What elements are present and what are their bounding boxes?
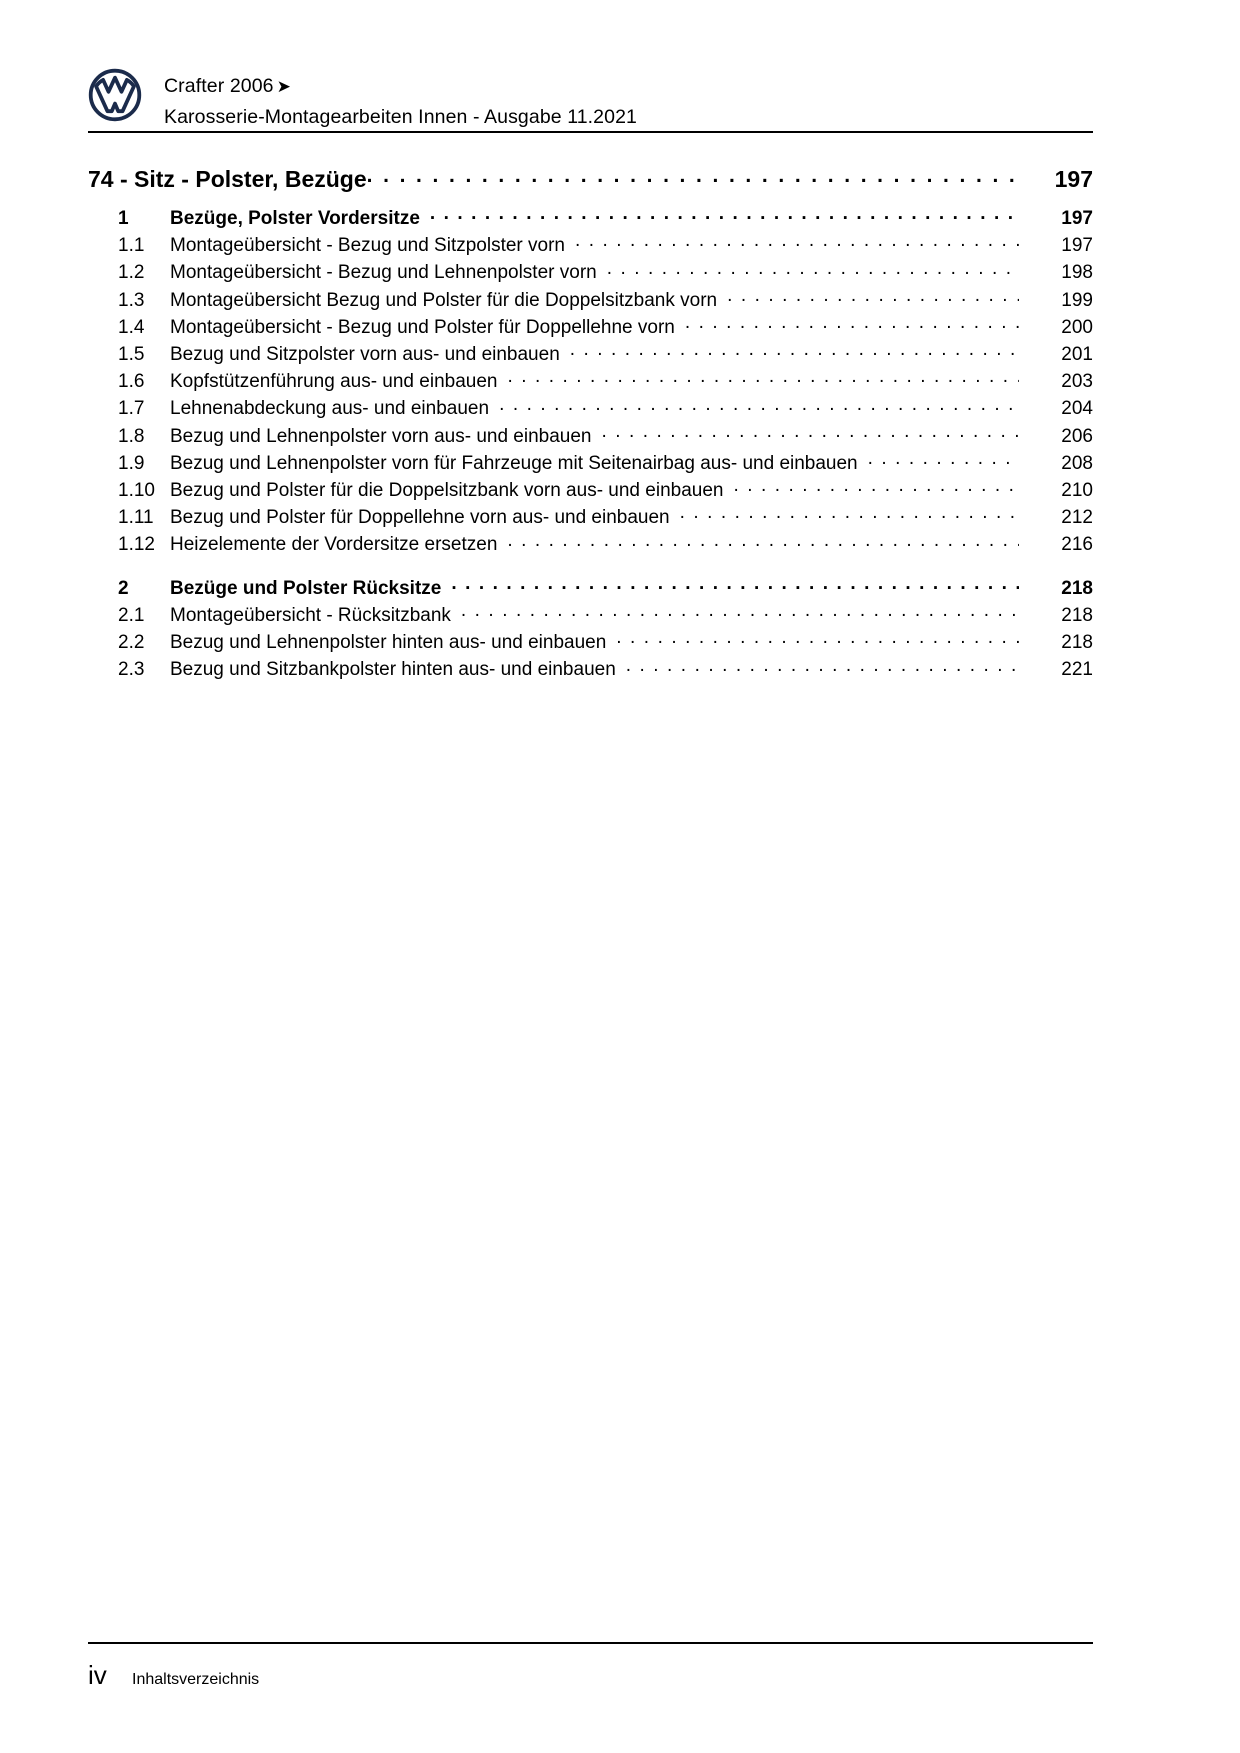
toc-entry-number: 1.10 bbox=[118, 480, 155, 502]
toc-leader-dots bbox=[685, 314, 1019, 333]
toc-entry[interactable] bbox=[88, 602, 1093, 629]
toc-entry-label: Bezug und Sitzbankpolster hinten aus- und einbauen bbox=[170, 659, 616, 681]
toc-entry-page-number: 212 bbox=[1061, 507, 1093, 529]
toc-entry-label: Bezüge, Polster Vordersitze bbox=[170, 208, 420, 229]
arrow-icon: ➤ bbox=[276, 77, 291, 96]
header-model-line bbox=[164, 71, 637, 102]
toc-leader-dots bbox=[733, 477, 1019, 496]
toc-leader-dots bbox=[507, 368, 1019, 387]
toc-entry-page-number: 201 bbox=[1061, 344, 1093, 366]
toc-entry-number: 1 bbox=[118, 208, 129, 229]
toc-entry-page-number: 198 bbox=[1061, 262, 1093, 284]
toc-entry-page-number: 206 bbox=[1061, 425, 1093, 447]
toc-entry-number: 1.11 bbox=[118, 507, 154, 529]
toc-entry[interactable] bbox=[88, 629, 1093, 656]
footer-page-number: iv bbox=[88, 1660, 107, 1690]
header-divider bbox=[88, 131, 1093, 133]
toc-entry-label: Bezug und Sitzpolster vorn aus- und einbauen bbox=[170, 344, 560, 366]
toc-entry-page-number: 197 bbox=[1061, 235, 1093, 257]
toc-entry[interactable] bbox=[88, 314, 1093, 341]
toc-leader-dots bbox=[575, 232, 1019, 251]
toc-entry-number: 1.9 bbox=[118, 452, 145, 474]
toc-entry-number: 1.1 bbox=[118, 235, 145, 257]
header-model: Crafter 2006 bbox=[164, 75, 274, 97]
toc-entry-number: 2.1 bbox=[118, 604, 145, 626]
toc-entry-label: Heizelemente der Vordersitze ersetzen bbox=[170, 534, 498, 556]
toc-entry-label: Bezug und Polster für die Doppelsitzbank vorn aus- und einbauen bbox=[170, 480, 724, 502]
vw-logo-icon bbox=[88, 68, 142, 122]
table-of-contents bbox=[88, 162, 1093, 683]
toc-entry-label: Bezug und Lehnenpolster hinten aus- und einbauen bbox=[170, 632, 607, 654]
toc-leader-dots bbox=[499, 395, 1019, 414]
toc-entry-number: 1.8 bbox=[118, 425, 145, 447]
toc-leader-dots bbox=[461, 602, 1019, 621]
toc-entry-label: Montageübersicht - Bezug und Lehnenpolster vorn bbox=[170, 262, 597, 284]
toc-entry-label: Lehnenabdeckung aus- und einbauen bbox=[170, 398, 490, 420]
toc-entry[interactable] bbox=[88, 477, 1093, 504]
toc-leader-dots bbox=[868, 450, 1019, 469]
footer-divider bbox=[88, 1642, 1093, 1644]
toc-entry[interactable] bbox=[88, 232, 1093, 259]
toc-entry-page-number: 204 bbox=[1061, 398, 1093, 420]
toc-leader-dots bbox=[680, 504, 1019, 523]
toc-entry-page-number: 218 bbox=[1061, 577, 1093, 599]
toc-leader-dots bbox=[626, 656, 1019, 675]
toc-leader-dots bbox=[430, 205, 1019, 224]
toc-entry-label: Montageübersicht Bezug und Polster für die Doppelsitzbank vorn bbox=[170, 289, 718, 311]
document-header bbox=[88, 62, 1093, 132]
toc-entry-page-number: 208 bbox=[1061, 452, 1093, 474]
toc-entry-number: 2.3 bbox=[118, 659, 145, 681]
toc-leader-dots bbox=[607, 259, 1019, 278]
header-title-block bbox=[164, 62, 637, 132]
toc-entry-number: 1.6 bbox=[118, 371, 145, 393]
toc-entry[interactable] bbox=[88, 205, 1093, 232]
toc-entry-number: 2.2 bbox=[118, 632, 145, 654]
toc-leader-dots bbox=[727, 287, 1019, 306]
toc-entry-number: 1.4 bbox=[118, 316, 145, 338]
toc-entry[interactable] bbox=[88, 287, 1093, 314]
toc-entry[interactable] bbox=[88, 531, 1093, 558]
toc-entry[interactable] bbox=[88, 341, 1093, 368]
toc-entry-page-number: 210 bbox=[1061, 480, 1093, 502]
toc-entry[interactable] bbox=[88, 656, 1093, 683]
toc-entry-label: Montageübersicht - Rücksitzbank bbox=[170, 604, 451, 626]
toc-entry-page-number: 197 bbox=[1061, 208, 1093, 229]
toc-entry-label: Montageübersicht - Bezug und Polster für Doppellehne vorn bbox=[170, 316, 675, 338]
toc-entry-page-number: 203 bbox=[1061, 371, 1093, 393]
toc-entry-number: 1.12 bbox=[118, 534, 155, 556]
toc-entry[interactable] bbox=[88, 368, 1093, 395]
toc-leader-dots bbox=[616, 629, 1019, 648]
toc-entry-number: 1.3 bbox=[118, 289, 145, 311]
toc-entry-label: Bezug und Lehnenpolster vorn für Fahrzeuge mit Seitenairbag aus- und einbauen bbox=[170, 452, 858, 474]
toc-entry-label: Kopfstützenführung aus- und einbauen bbox=[170, 371, 498, 393]
toc-entry-page-number: 218 bbox=[1061, 604, 1093, 626]
toc-entry[interactable] bbox=[88, 423, 1093, 450]
toc-entry[interactable] bbox=[88, 504, 1093, 531]
toc-entry-label: Bezug und Polster für Doppellehne vorn aus- und einbauen bbox=[170, 507, 670, 529]
toc-entry[interactable] bbox=[88, 395, 1093, 422]
toc-entry[interactable] bbox=[88, 259, 1093, 286]
toc-entry-label: Bezug und Lehnenpolster vorn aus- und einbauen bbox=[170, 425, 592, 447]
toc-leader-dots bbox=[507, 531, 1019, 550]
toc-leader-dots bbox=[367, 164, 1019, 187]
toc-entry-page-number: 221 bbox=[1061, 659, 1093, 681]
toc-entry-page-number: 199 bbox=[1061, 289, 1093, 311]
header-subtitle: Karosserie-Montagearbeiten Innen - Ausgabe 11.2021 bbox=[164, 106, 637, 128]
toc-leader-dots bbox=[570, 341, 1019, 360]
toc-entry-number: 1.5 bbox=[118, 344, 145, 366]
toc-entry-number: 1.7 bbox=[118, 398, 145, 420]
toc-entry-label: Bezüge und Polster Rücksitze bbox=[170, 577, 442, 599]
toc-entry-page-number: 197 bbox=[1054, 166, 1093, 192]
toc-entry-page-number: 200 bbox=[1061, 316, 1093, 338]
toc-entry[interactable] bbox=[88, 575, 1093, 602]
toc-entry-page-number: 216 bbox=[1061, 534, 1093, 556]
toc-entry[interactable] bbox=[88, 450, 1093, 477]
toc-entry-number: 1.2 bbox=[118, 262, 145, 284]
toc-leader-dots bbox=[602, 423, 1020, 442]
footer-label: Inhaltsverzeichnis bbox=[132, 1671, 260, 1688]
toc-entry-page-number: 218 bbox=[1061, 632, 1093, 654]
toc-entry-label: Montageübersicht - Bezug und Sitzpolster vorn bbox=[170, 235, 565, 257]
toc-entry-number: 74 - Sitz - Polster, Bezüge bbox=[88, 166, 367, 192]
document-footer bbox=[88, 1660, 1093, 1691]
toc-leader-dots bbox=[451, 575, 1019, 594]
toc-entry-number: 2 bbox=[118, 577, 129, 599]
toc-entry[interactable] bbox=[88, 162, 1093, 196]
